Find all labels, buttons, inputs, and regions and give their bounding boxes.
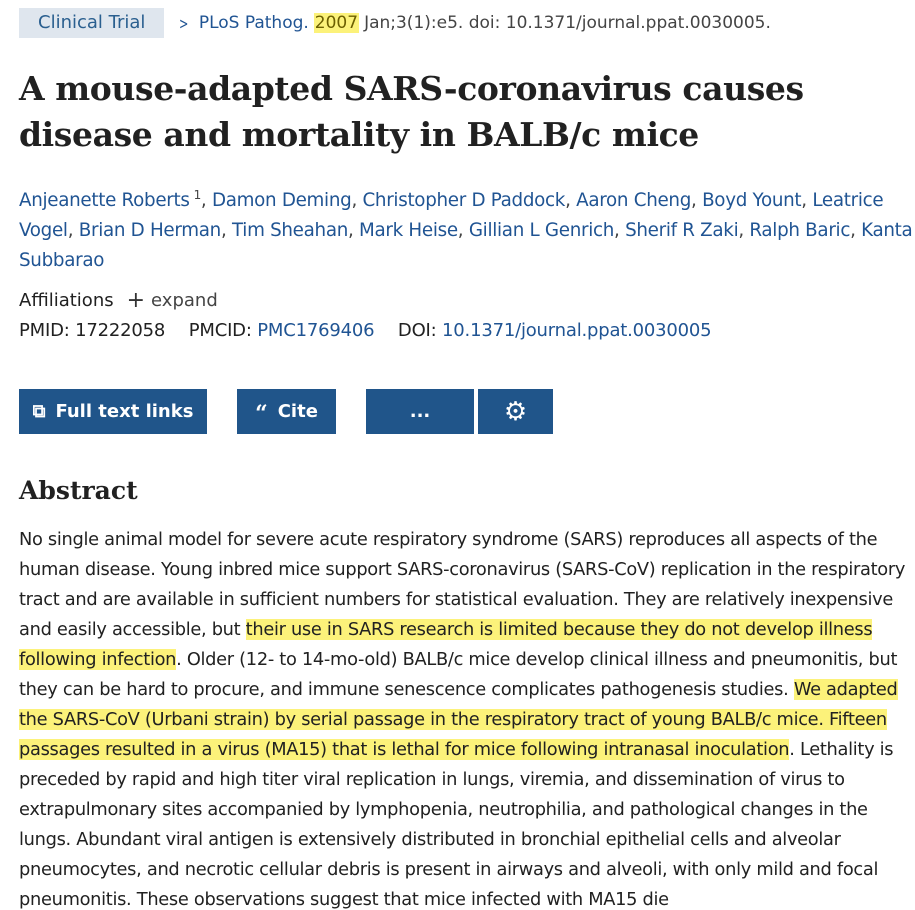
affiliations-row [19, 286, 218, 316]
more-actions-button[interactable] [366, 389, 474, 434]
gear-icon: ⚙ [503, 396, 528, 427]
abstract-segment: No single animal model for severe acute respiratory syndrome (SARS) reproduces all aspects of the human disease. Young inbred mice support SARS-coronavirus (SARS-CoV) replication in the respiratory tract and are available in sufficient numbers for statistical evaluation. They are relatively inexpensive and easily accessible, but [19, 529, 906, 640]
chevron-right-icon: > [179, 13, 189, 33]
cite-button[interactable] [237, 389, 336, 434]
author-link[interactable]: Ralph Baric [749, 220, 851, 242]
cite-label: Cite [277, 401, 318, 422]
author-separator: , [220, 220, 232, 242]
author-separator: , [348, 220, 360, 242]
article-title: A mouse-adapted SARS-coronavirus causes disease and mortality in BALB/c mice [19, 69, 804, 154]
pmid-value: 17222058 [75, 320, 166, 341]
identifiers-row [19, 316, 729, 346]
author-separator: , [801, 190, 813, 212]
pmcid-label: PMCID: [188, 320, 252, 341]
abstract-segment: . Lethality is preceded by rapid and high titer viral replication in lungs, viremia, and dissemination of virus to extrapulmonary sites accompanied by lymphopenia, neutrophilia, and pathological changes in the lungs. Abundant viral antigen is extensively distributed in bronchial epithelial cells and alveolar pneumocytes, and necrotic cellular debris is present in airways and alveoli, with only mild and focal pneumonitis. These observations suggest that mice infected with MA15 die [19, 739, 894, 910]
affiliation-number[interactable]: 1 [193, 188, 201, 202]
author-link[interactable]: Boyd Yount [702, 190, 802, 212]
author-separator: , [614, 220, 626, 242]
doi-label: DOI: [397, 320, 437, 341]
author-separator: , [200, 190, 212, 212]
external-link-icon: ⧉ [32, 401, 46, 422]
author-separator: , [738, 220, 750, 242]
author-link[interactable]: Anjeanette Roberts [19, 190, 190, 212]
author-link[interactable]: Brian D Herman [78, 220, 221, 242]
author-separator: , [850, 220, 862, 242]
highlighted-text: their use in SARS research is limited because they do not develop illness following infection [19, 619, 873, 670]
abstract-heading: Abstract [19, 476, 138, 505]
author-link[interactable]: Sherif R Zaki [625, 220, 739, 242]
display-options-button[interactable] [478, 389, 553, 434]
pmcid-link[interactable]: PMC1769406 [257, 320, 375, 341]
more-actions-label: ... [409, 401, 431, 422]
author-link[interactable]: Christopher D Paddock [362, 190, 566, 212]
pmid-label: PMID: [19, 320, 70, 341]
clinical-trial-badge: Clinical Trial [19, 8, 164, 38]
author-separator: , [565, 190, 577, 212]
affiliations-label: Affiliations [19, 290, 114, 311]
author-link[interactable]: Damon Deming [211, 190, 352, 212]
affiliations-expand-toggle[interactable] [127, 286, 218, 316]
author-separator: , [457, 220, 469, 242]
abstract-text [19, 525, 915, 910]
author-separator: , [351, 190, 363, 212]
citation-line [19, 8, 771, 38]
author-link[interactable]: Kanta Subbarao [19, 220, 913, 272]
author-link[interactable]: Mark Heise [359, 220, 458, 242]
citation-details: Jan;3(1):e5. doi: 10.1371/journal.ppat.0030005. [364, 13, 771, 33]
author-link[interactable]: Tim Sheahan [231, 220, 349, 242]
author-link[interactable]: Aaron Cheng [576, 190, 692, 212]
abstract-segment: . Older (12- to 14-mo-old) BALB/c mice develop clinical illness and pneumonitis, but they can be hard to procure, and immune senescence complicates pathogenesis studies. [19, 649, 898, 700]
full-text-links-button[interactable] [19, 389, 207, 434]
full-text-links-label: Full text links [55, 401, 194, 422]
expand-label: expand [151, 290, 218, 311]
highlighted-text: We adapted the SARS-CoV (Urbani strain) by serial passage in the respiratory tract of young BALB/c mice. Fifteen passages resulted in a virus (MA15) that is lethal for mice following intranasal inoculation [19, 679, 898, 760]
quote-icon: “ [255, 400, 268, 427]
author-link[interactable]: Gillian L Genrich [468, 220, 615, 242]
author-separator: , [691, 190, 703, 212]
publication-year: 2007 [314, 13, 359, 33]
author-link[interactable]: Leatrice Vogel [19, 190, 884, 242]
plus-icon: + [126, 288, 146, 313]
journal-link[interactable]: PLoS Pathog. [198, 13, 309, 33]
doi-link[interactable]: 10.1371/journal.ppat.0030005 [442, 320, 712, 341]
authors-list [19, 180, 914, 276]
author-separator: , [67, 220, 79, 242]
